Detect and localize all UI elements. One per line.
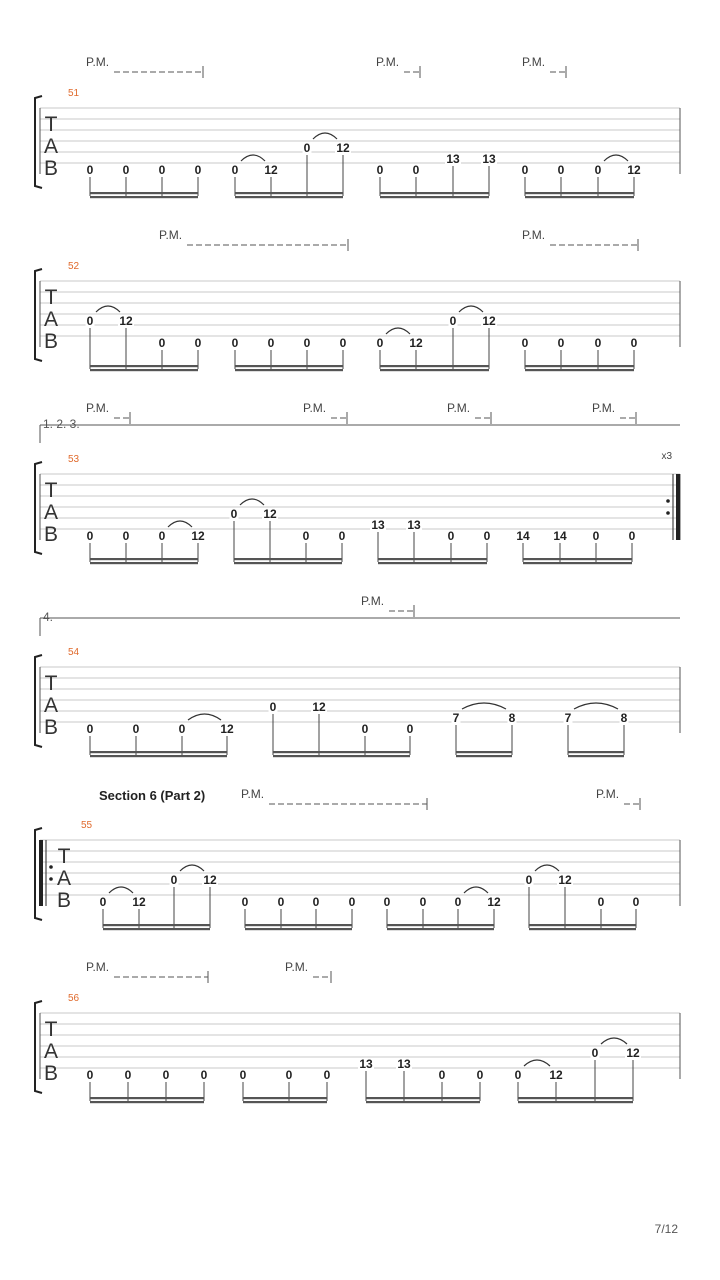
fret-number: 0 <box>339 336 347 350</box>
system-bracket <box>35 655 42 747</box>
beam-secondary <box>568 755 624 757</box>
beam-primary <box>235 365 343 367</box>
fret-number: 0 <box>86 1068 94 1082</box>
beam-primary <box>380 192 489 194</box>
fret-number: 0 <box>178 722 186 736</box>
fret-number: 0 <box>592 529 600 543</box>
fret-number: 0 <box>628 529 636 543</box>
fret-number: 0 <box>99 895 107 909</box>
beam-primary <box>456 751 512 753</box>
measure-number: 51 <box>68 88 80 99</box>
fret-number: 0 <box>158 163 166 177</box>
palm-mute-label: P.M. <box>596 787 620 801</box>
fret-number: 0 <box>323 1068 331 1082</box>
fret-number: 0 <box>594 336 602 350</box>
beam-secondary <box>523 562 632 564</box>
tab-letter-t: T <box>44 479 58 502</box>
slur-tie <box>464 887 488 893</box>
fret-number: 0 <box>521 163 529 177</box>
repeat-dot <box>666 511 670 515</box>
fret-number: 0 <box>241 895 249 909</box>
repeat-dot <box>666 499 670 503</box>
palm-mute-label: P.M. <box>592 401 616 415</box>
fret-number: 8 <box>620 711 628 725</box>
beam-primary <box>90 1097 204 1099</box>
palm-mute-label: P.M. <box>159 228 183 242</box>
beat-group <box>86 163 203 198</box>
fret-number: 0 <box>194 163 202 177</box>
fret-number: 0 <box>200 1068 208 1082</box>
measure-number: 54 <box>68 647 80 658</box>
slur-tie <box>535 865 559 871</box>
tab-system-51 <box>35 55 680 198</box>
fret-number: 12 <box>549 1068 563 1082</box>
beam-secondary <box>273 755 410 757</box>
fret-number: 7 <box>452 711 460 725</box>
beam-secondary <box>90 1101 204 1103</box>
beat-group <box>86 1068 209 1103</box>
beat-group <box>370 518 492 564</box>
beam-secondary <box>380 369 489 371</box>
beam-secondary <box>529 928 636 930</box>
repeat-dot <box>49 865 53 869</box>
fret-number: 0 <box>597 895 605 909</box>
palm-mute-label: P.M. <box>522 55 546 69</box>
tab-letter-b: B <box>56 889 72 912</box>
ending-label: 1. 2. 3. <box>43 417 80 431</box>
system-bracket <box>35 1001 42 1093</box>
beam-primary <box>568 751 624 753</box>
beat-group <box>376 152 498 198</box>
fret-number: 0 <box>267 336 275 350</box>
fret-number: 0 <box>194 336 202 350</box>
palm-mute-label: P.M. <box>376 55 400 69</box>
system-bracket <box>35 96 42 188</box>
beam-primary <box>529 924 636 926</box>
fret-number: 0 <box>525 873 533 887</box>
fret-number: 0 <box>86 163 94 177</box>
beam-secondary <box>387 928 494 930</box>
slur-tie <box>459 306 483 312</box>
fret-number: 12 <box>409 336 423 350</box>
palm-mute-label: P.M. <box>522 228 546 242</box>
beam-secondary <box>90 369 198 371</box>
beam-secondary <box>380 196 489 198</box>
tab-letter-t: T <box>44 113 58 136</box>
beam-secondary <box>245 928 352 930</box>
fret-number: 7 <box>564 711 572 725</box>
beam-primary <box>273 751 410 753</box>
slur-tie <box>240 499 264 505</box>
fret-number: 0 <box>158 336 166 350</box>
fret-number: 0 <box>285 1068 293 1082</box>
fret-number: 0 <box>277 895 285 909</box>
measure-number: 56 <box>68 993 80 1004</box>
tab-system-52 <box>35 228 680 371</box>
fret-number: 0 <box>557 336 565 350</box>
beam-primary <box>90 192 198 194</box>
fret-number: 12 <box>119 314 133 328</box>
fret-number: 0 <box>312 895 320 909</box>
slur-tie <box>462 703 506 709</box>
fret-number: 12 <box>203 873 217 887</box>
beat-group <box>230 499 347 564</box>
beam-secondary <box>518 1101 633 1103</box>
fret-number: 13 <box>359 1057 373 1071</box>
fret-number: 0 <box>302 529 310 543</box>
beat-group <box>231 133 352 198</box>
fret-number: 0 <box>594 163 602 177</box>
palm-mute-label: P.M. <box>241 787 265 801</box>
fret-number: 0 <box>476 1068 484 1082</box>
fret-number: 14 <box>553 529 567 543</box>
fret-number: 0 <box>269 700 277 714</box>
tab-letter-b: B <box>43 1062 59 1085</box>
beam-secondary <box>525 196 634 198</box>
beat-group <box>86 306 203 371</box>
palm-mute-label: P.M. <box>86 55 110 69</box>
slur-tie <box>168 521 192 527</box>
slur-tie <box>524 1060 550 1066</box>
repeat-dot <box>49 877 53 881</box>
tab-system-54 <box>35 594 680 757</box>
beam-secondary <box>525 369 634 371</box>
tab-letter-t: T <box>57 845 71 868</box>
fret-number: 0 <box>376 336 384 350</box>
fret-number: 0 <box>348 895 356 909</box>
fret-number: 13 <box>371 518 385 532</box>
system-bracket <box>35 462 42 554</box>
beam-primary <box>518 1097 633 1099</box>
beam-secondary <box>456 755 512 757</box>
beam-primary <box>380 365 489 367</box>
beat-group <box>86 521 207 564</box>
fret-number: 12 <box>191 529 205 543</box>
fret-number: 0 <box>231 336 239 350</box>
beat-group <box>231 336 348 371</box>
beam-secondary <box>90 196 198 198</box>
beam-secondary <box>103 928 210 930</box>
tab-letter-b: B <box>43 523 59 546</box>
beam-primary <box>525 192 634 194</box>
slur-tie <box>109 887 133 893</box>
beam-secondary <box>90 755 227 757</box>
tab-letter-a: A <box>43 1040 59 1063</box>
fret-number: 0 <box>86 314 94 328</box>
fret-number: 12 <box>132 895 146 909</box>
palm-mute-label: P.M. <box>361 594 385 608</box>
repeat-count: x3 <box>661 451 672 462</box>
fret-number: 0 <box>338 529 346 543</box>
slur-tie <box>180 865 204 871</box>
repeat-start-thick-bar <box>39 840 43 906</box>
fret-number: 0 <box>231 163 239 177</box>
fret-number: 0 <box>303 336 311 350</box>
beam-primary <box>90 558 198 560</box>
fret-number: 0 <box>483 529 491 543</box>
fret-number: 0 <box>122 529 130 543</box>
tab-system-53 <box>35 401 680 564</box>
fret-number: 0 <box>419 895 427 909</box>
palm-mute-label: P.M. <box>285 960 309 974</box>
beat-group <box>239 1068 332 1103</box>
beam-secondary <box>243 1101 327 1103</box>
slur-tie <box>386 328 410 334</box>
fret-number: 0 <box>521 336 529 350</box>
beat-group <box>525 865 641 930</box>
fret-number: 0 <box>449 314 457 328</box>
beat-group <box>86 714 236 757</box>
beam-primary <box>234 558 342 560</box>
fret-number: 0 <box>361 722 369 736</box>
page-number: 7/12 <box>654 1222 678 1236</box>
fret-number: 0 <box>239 1068 247 1082</box>
slur-tie <box>601 1038 627 1044</box>
beam-primary <box>245 924 352 926</box>
tab-letter-b: B <box>43 330 59 353</box>
fret-number: 12 <box>558 873 572 887</box>
fret-number: 0 <box>162 1068 170 1082</box>
fret-number: 12 <box>487 895 501 909</box>
fret-number: 0 <box>132 722 140 736</box>
tab-letter-a: A <box>43 308 59 331</box>
beat-group <box>521 336 639 371</box>
fret-number: 12 <box>336 141 350 155</box>
fret-number: 0 <box>158 529 166 543</box>
fret-number: 0 <box>514 1068 522 1082</box>
fret-number: 0 <box>230 507 238 521</box>
tab-letter-a: A <box>43 135 59 158</box>
tab-letter-b: B <box>43 716 59 739</box>
tab-letter-t: T <box>44 672 58 695</box>
fret-number: 12 <box>312 700 326 714</box>
fret-number: 0 <box>591 1046 599 1060</box>
fret-number: 12 <box>220 722 234 736</box>
tab-letter-t: T <box>44 286 58 309</box>
fret-number: 0 <box>632 895 640 909</box>
fret-number: 0 <box>303 141 311 155</box>
fret-number: 13 <box>446 152 460 166</box>
fret-number: 12 <box>626 1046 640 1060</box>
fret-number: 0 <box>557 163 565 177</box>
fret-number: 0 <box>438 1068 446 1082</box>
measure-number: 52 <box>68 261 80 272</box>
beam-primary <box>243 1097 327 1099</box>
fret-number: 0 <box>124 1068 132 1082</box>
palm-mute-label: P.M. <box>303 401 327 415</box>
beat-group <box>521 155 643 198</box>
fret-number: 0 <box>406 722 414 736</box>
palm-mute-label: P.M. <box>447 401 471 415</box>
ending-label: 4. <box>43 610 54 624</box>
fret-number: 12 <box>263 507 277 521</box>
fret-number: 8 <box>508 711 516 725</box>
beam-secondary <box>378 562 487 564</box>
slur-tie <box>241 155 265 161</box>
slur-tie <box>96 306 120 312</box>
fret-number: 13 <box>482 152 496 166</box>
beam-primary <box>525 365 634 367</box>
tab-letter-t: T <box>44 1018 58 1041</box>
beam-secondary <box>366 1101 480 1103</box>
system-bracket <box>35 269 42 361</box>
beat-group <box>376 306 498 371</box>
slur-tie <box>604 155 628 161</box>
fret-number: 0 <box>412 163 420 177</box>
beat-group <box>515 529 637 564</box>
palm-mute-label: P.M. <box>86 401 110 415</box>
tab-letter-a: A <box>43 694 59 717</box>
section-title: Section 6 (Part 2) <box>99 788 206 803</box>
tab-system-56 <box>35 960 680 1103</box>
fret-number: 13 <box>407 518 421 532</box>
beam-primary <box>235 192 343 194</box>
tab-system-55 <box>35 787 680 930</box>
fret-number: 12 <box>482 314 496 328</box>
beam-primary <box>103 924 210 926</box>
beam-primary <box>90 751 227 753</box>
fret-number: 14 <box>516 529 530 543</box>
beam-secondary <box>235 196 343 198</box>
beat-group <box>99 865 219 930</box>
beam-secondary <box>235 369 343 371</box>
fret-number: 0 <box>383 895 391 909</box>
fret-number: 12 <box>627 163 641 177</box>
tab-letter-a: A <box>56 867 72 890</box>
fret-number: 13 <box>397 1057 411 1071</box>
palm-mute-label: P.M. <box>86 960 110 974</box>
measure-number: 53 <box>68 454 80 465</box>
tab-letter-b: B <box>43 157 59 180</box>
beat-group <box>358 1057 485 1103</box>
beam-primary <box>90 365 198 367</box>
fret-number: 0 <box>122 163 130 177</box>
beat-group <box>383 887 503 930</box>
beam-secondary <box>234 562 342 564</box>
beam-secondary <box>90 562 198 564</box>
beam-primary <box>366 1097 480 1099</box>
tab-letter-a: A <box>43 501 59 524</box>
beat-group <box>241 895 357 930</box>
fret-number: 0 <box>170 873 178 887</box>
repeat-end-thick-bar <box>676 474 680 540</box>
fret-number: 0 <box>376 163 384 177</box>
slur-tie <box>574 703 618 709</box>
fret-number: 0 <box>86 722 94 736</box>
fret-number: 0 <box>454 895 462 909</box>
measure-number: 55 <box>81 820 93 831</box>
beat-group <box>514 1038 642 1103</box>
beam-primary <box>378 558 487 560</box>
beam-primary <box>523 558 632 560</box>
fret-number: 12 <box>264 163 278 177</box>
fret-number: 0 <box>86 529 94 543</box>
beam-primary <box>387 924 494 926</box>
fret-number: 0 <box>630 336 638 350</box>
fret-number: 0 <box>447 529 455 543</box>
slur-tie <box>188 714 221 720</box>
beat-group <box>269 700 415 757</box>
slur-tie <box>313 133 337 139</box>
